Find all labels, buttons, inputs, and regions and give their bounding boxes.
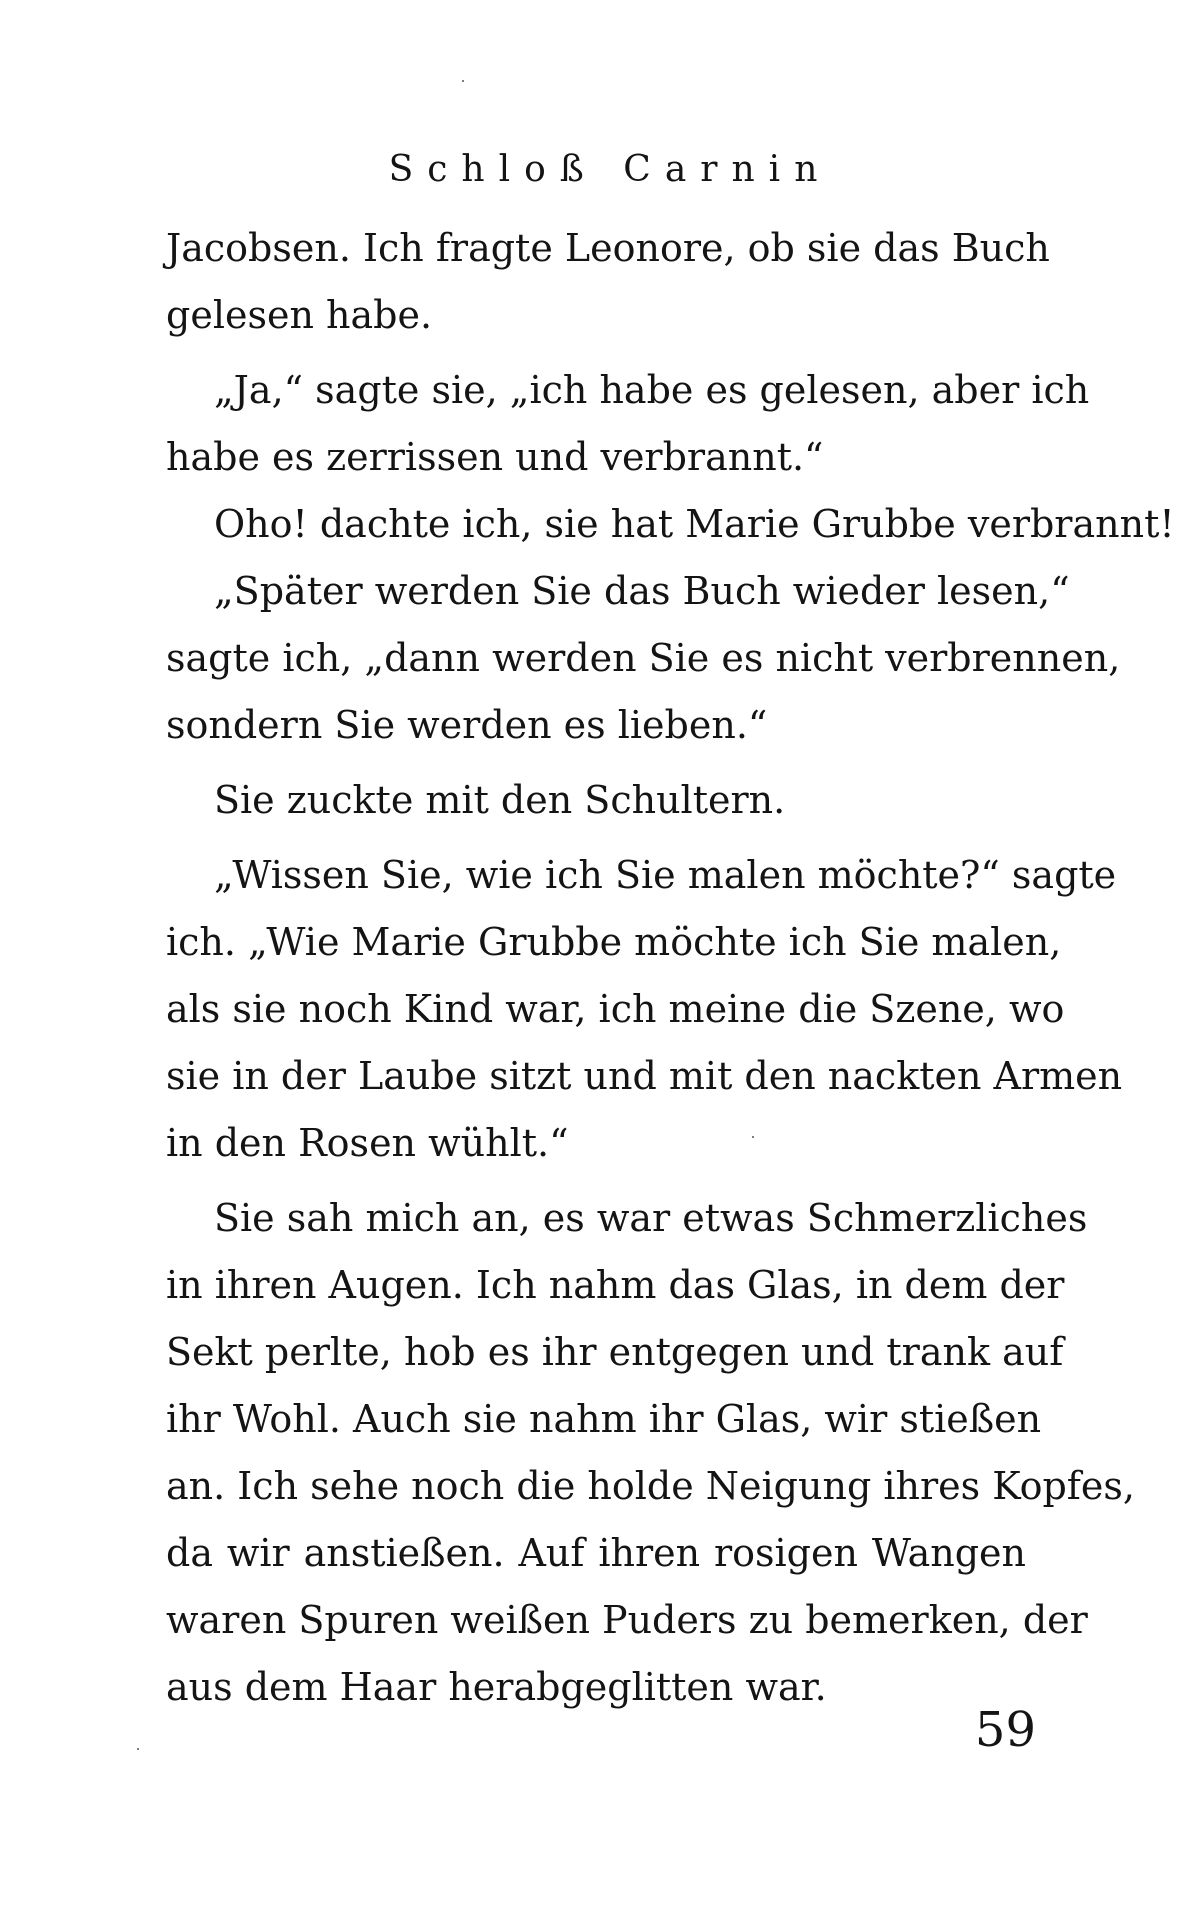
text-line: sagte ich, „dann werden Sie es nicht verbrennen, [166,636,1121,680]
text-line: ich. „Wie Marie Grubbe möchte ich Sie malen, [166,920,1062,964]
text-line: Jacobsen. Ich fragte Leonore, ob sie das Buch [166,226,1050,270]
text-line: in den Rosen wühlt.“ [166,1121,569,1165]
text-line: habe es zerrissen und verbrannt.“ [166,435,824,479]
text-line: an. Ich sehe noch die holde Neigung ihres Kopfes, [166,1464,1135,1508]
text-line: Sie zuckte mit den Schultern. [214,778,786,822]
text-line: „Später werden Sie das Buch wieder lesen,“ [214,569,1070,613]
page-number: 59 [974,1702,1036,1758]
text-line: in ihren Augen. Ich nahm das Glas, in dem der [166,1263,1065,1307]
text-line: „Ja,“ sagte sie, „ich habe es gelesen, aber ich [214,368,1090,412]
text-line: gelesen habe. [166,293,433,337]
body-text [166,215,1175,1721]
scan-speck [462,80,464,82]
text-line: Sekt perlte, hob es ihr entgegen und trank auf [166,1330,1064,1374]
text-line: waren Spuren weißen Puders zu bemerken, der [166,1598,1088,1642]
text-line: als sie noch Kind war, ich meine die Szene, wo [166,987,1065,1031]
text-line: aus dem Haar herabgeglitten war. [166,1665,827,1709]
text-line: Sie sah mich an, es war etwas Schmerzliches [214,1196,1088,1240]
text-line: ihr Wohl. Auch sie nahm ihr Glas, wir stießen [166,1397,1042,1441]
scan-speck [752,1136,754,1138]
text-line: Oho! dachte ich, sie hat Marie Grubbe verbrannt! [214,502,1175,546]
scan-speck [137,1748,139,1750]
text-line: sie in der Laube sitzt und mit den nackten Armen [166,1054,1123,1098]
text-line: „Wissen Sie, wie ich Sie malen möchte?“ sagte [214,853,1117,897]
text-line: da wir anstießen. Auf ihren rosigen Wangen [166,1531,1026,1575]
text-line: sondern Sie werden es lieben.“ [166,703,768,747]
running-head: Schloß Carnin [388,149,832,190]
